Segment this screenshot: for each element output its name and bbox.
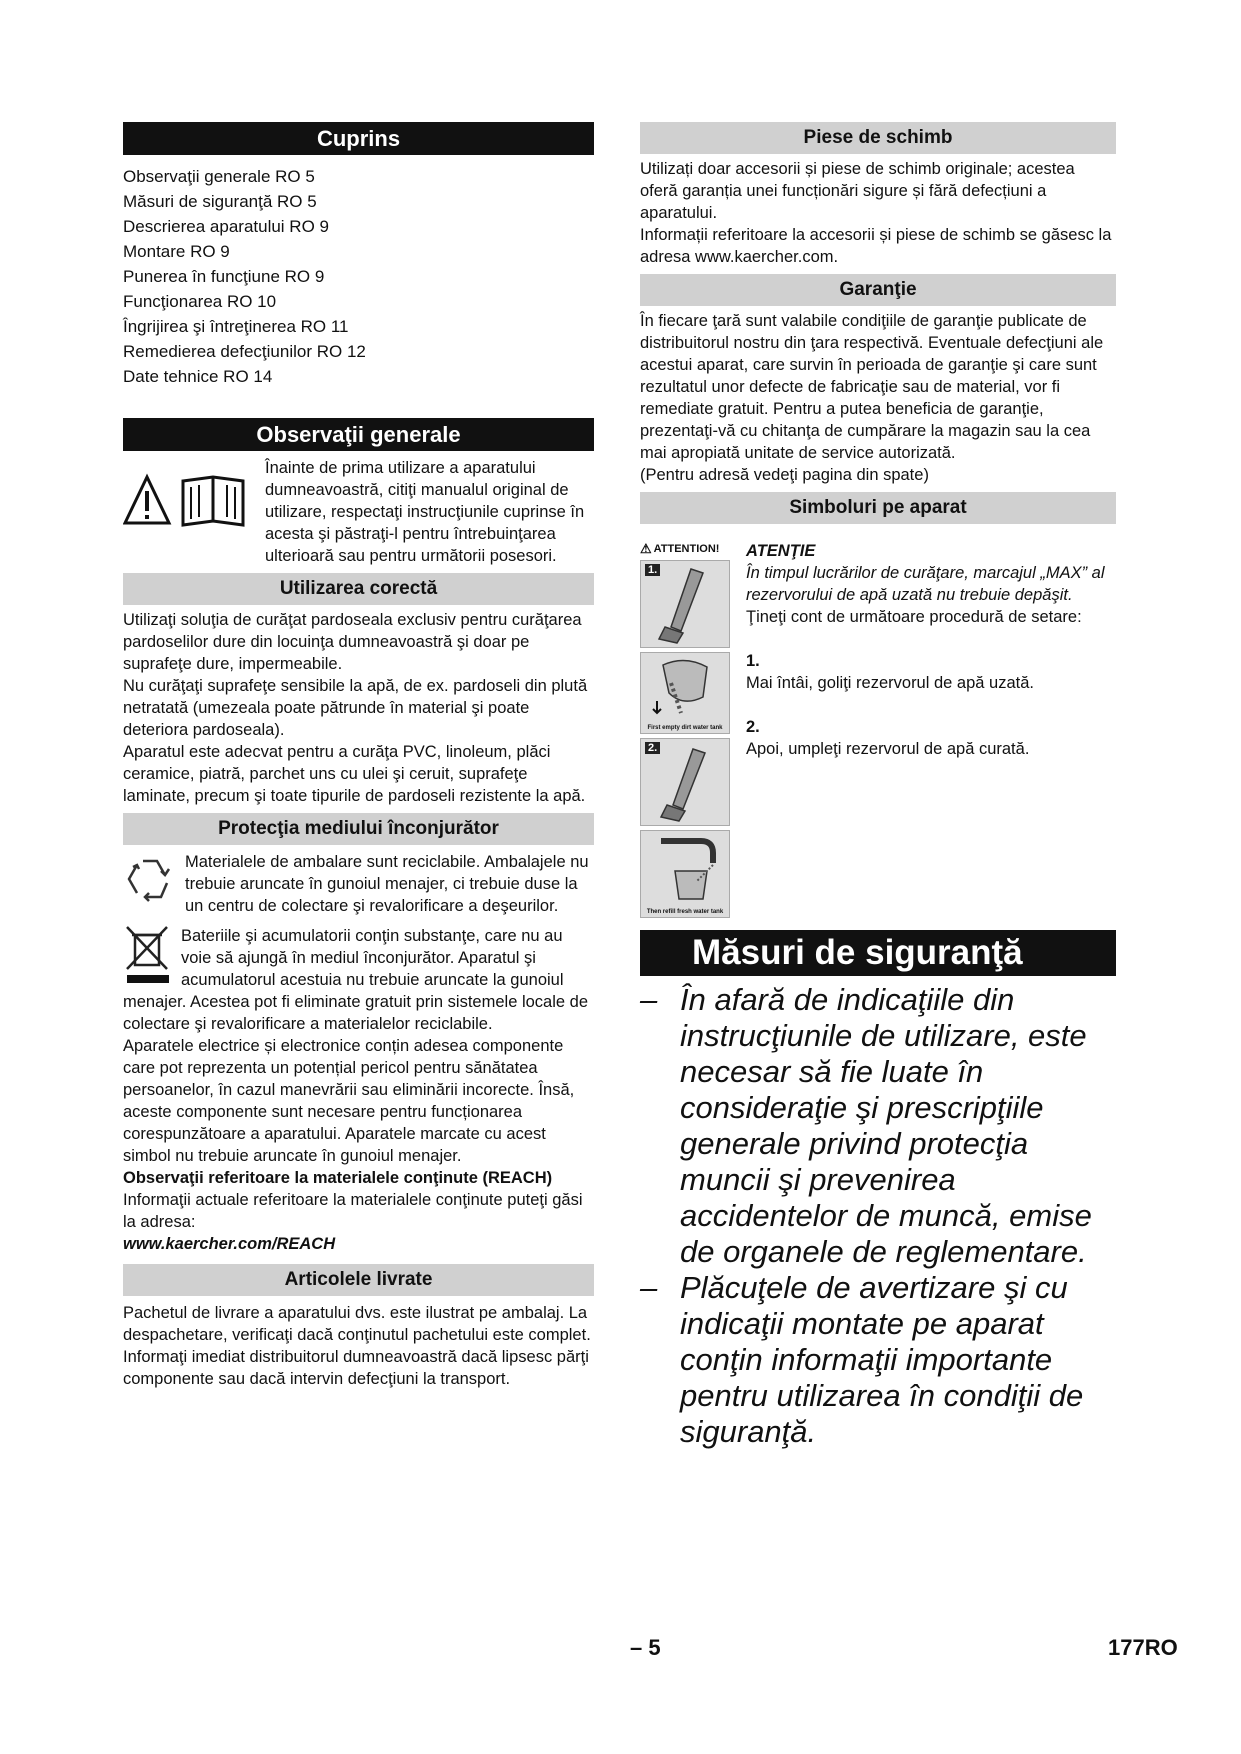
paragraph: Informaţi imediat distribuitorul dumneavoastră dacă lipsesc părţi componente sau dacă intervin defecţiuni la transport. <box>123 1348 589 1388</box>
page-number: – 5 <box>630 1635 661 1660</box>
toc-item[interactable]: Îngrijirea şi întreţinerea RO 11 <box>123 317 349 336</box>
table-of-contents <box>123 164 594 389</box>
delivery-heading: Articolele livrate <box>123 1264 594 1296</box>
warranty-text <box>640 310 1116 486</box>
list-dash: – <box>640 982 658 1017</box>
document-code: 177RO <box>1108 1635 1178 1660</box>
faucet-icon <box>641 831 729 903</box>
electronics-text: Aparatele electrice și electronice conțin adesea componente care pot reprezenta un potențial pericol pentru sănătatea persoanelor, în cazul manevrării sau eliminării incorecte. Însă, aceste componente sunt necesare pentru funcționarea corespunzătoare a aparatului. Aparatele marcate cu acest simbol nu trebuie aruncate în gunoiul menajer. <box>123 1037 575 1165</box>
toc-item[interactable]: Observaţii generale RO 5 <box>123 167 315 186</box>
left-column <box>123 122 594 1390</box>
image-caption: Then refill fresh water tank <box>646 909 724 915</box>
image-caption: First empty dirt water tank <box>647 725 723 731</box>
symbols-block <box>640 540 1116 918</box>
paragraph: Pachetul de livrare a aparatului dvs. este ilustrat pe ambalaj. La despachetare, verificaţi dacă conţinutul pachetului este complet. <box>123 1304 591 1344</box>
step1-text: Mai întâi, goliţi rezervorul de apă uzată. <box>746 674 1034 692</box>
crossed-out-bin-icon <box>123 925 173 985</box>
procedure-text: Ţineţi cont de următoare procedură de setare: <box>746 608 1082 626</box>
dirt-tank-icon <box>641 653 729 717</box>
general-block <box>123 457 594 567</box>
toc-item[interactable]: Montare RO 9 <box>123 242 230 261</box>
step-badge: 1. <box>645 564 660 576</box>
step2-text: Apoi, umpleţi rezervorul de apă curată. <box>746 740 1030 758</box>
reach-text: Informaţii actuale referitoare la materialele conţinute puteţi găsi la adresa: <box>123 1191 583 1231</box>
step-badge: 2. <box>645 742 660 754</box>
empty-tank-image <box>640 652 730 734</box>
general-text: Înainte de prima utilizare a aparatului dumneavoastră, citiţi manualul original de utilizare, respectaţi instrucţiunile cuprinse în acesta şi păstraţi-l pentru întrebuinţarea ulterioară sau pentru următorii posesori. <box>265 459 585 565</box>
safety-item <box>640 982 1116 1270</box>
spare-parts-heading: Piese de schimb <box>640 122 1116 154</box>
recycle-icon <box>123 853 177 905</box>
toc-item[interactable]: Remedierea defecţiunilor RO 12 <box>123 342 366 361</box>
paragraph: (Pentru adresă vedeţi pagina din spate) <box>640 466 929 484</box>
paragraph: Informații referitoare la accesorii și piese de schimb se găsesc la adresa www.kaercher.com. <box>640 226 1112 266</box>
warranty-heading: Garanţie <box>640 274 1116 306</box>
delivery-text <box>123 1302 594 1390</box>
battery-block <box>123 925 594 1035</box>
warning-triangle-icon <box>125 477 169 523</box>
general-icons <box>123 457 265 567</box>
general-heading: Observaţii generale <box>123 418 594 451</box>
paragraph: Utilizaţi soluţia de curăţat pardoseala exclusiv pentru curăţarea pardoselilor dure din locuinţa dumneavoastră şi doar pe suprafeţe dure, impermeabile. <box>123 611 582 673</box>
correct-use-heading: Utilizarea corectă <box>123 573 594 605</box>
list-dash: – <box>640 1270 658 1305</box>
step1-image <box>640 560 730 648</box>
toc-item[interactable]: Punerea în funcţiune RO 9 <box>123 267 325 286</box>
safety-item <box>640 1270 1116 1450</box>
toc-item[interactable]: Date tehnice RO 14 <box>123 367 273 386</box>
paragraph: Aparatul este adecvat pentru a curăţa PVC, linoleum, plăci ceramice, piatră, parchet uns cu ulei şi ceruit, suprafeţe laminate, precum şi toate tipurile de pardoseli rezistente la apă. <box>123 743 586 805</box>
symbols-images <box>640 540 742 918</box>
reach-link[interactable]: www.kaercher.com/REACH <box>123 1235 336 1253</box>
toc-heading: Cuprins <box>123 122 594 155</box>
manual-book-icon <box>183 477 243 525</box>
step1-number: 1. <box>746 652 760 670</box>
safety-list <box>640 982 1116 1450</box>
correct-use-text <box>123 609 594 807</box>
battery-text: Bateriile şi acumulatorii conţin substanţe, care nu au voie să ajungă în mediul înconjurător. Aparatul şi acumulatorul acestuia nu trebuie aruncate la gunoiul menajer. Acestea pot fi eliminate gratuit prin sistemele locale de colectare şi revalorificare a materialelor reciclabile. <box>123 927 588 1033</box>
warning-triangle-icon: ⚠ <box>640 541 652 556</box>
step2-image <box>640 738 730 826</box>
symbols-text <box>742 540 1116 918</box>
toc-item[interactable]: Funcţionarea RO 10 <box>123 292 277 311</box>
attention-text: ATTENTION! <box>653 543 720 555</box>
environment-heading: Protecţia mediului înconjurător <box>123 813 594 845</box>
safety-heading: Măsuri de siguranţă <box>640 930 1116 976</box>
safety-item-text: În afară de indicaţiile din instrucţiunile de utilizare, este necesar să fie luate în consideraţie şi prescripţiile generale privind protecţia muncii şi prevenirea accidentelor de muncă, emise de organele de reglementare. <box>680 982 1092 1269</box>
step2-number: 2. <box>746 718 760 736</box>
toc-item[interactable]: Descrierea aparatului RO 9 <box>123 217 329 236</box>
attention-label <box>640 540 742 558</box>
recycle-text: Materialele de ambalare sunt reciclabile. Ambalajele nu trebuie aruncate în gunoiul menajer, ci trebuie duse la un centru de colectare şi revalorificare a deşeurilor. <box>185 853 589 915</box>
spare-parts-text <box>640 158 1116 268</box>
paragraph: Utilizați doar accesorii și piese de schimb originale; acestea oferă garanția unei funcționări sigure și fără defecțiuni a aparatului. <box>640 160 1075 222</box>
right-column <box>640 122 1116 1450</box>
reach-title: Observaţii referitoare la materialele conţinute (REACH) <box>123 1169 553 1187</box>
warning-title: ATENŢIE <box>746 542 816 560</box>
recycle-block <box>123 851 594 917</box>
safety-item-text: Plăcuţele de avertizare şi cu indicaţii montate pe aparat conţin informaţii importante pentru utilizarea în condiţii de siguranţă. <box>680 1270 1084 1449</box>
paragraph: Nu curăţaţi suprafeţe sensibile la apă, de ex. pardoseli din plută netratată (umezeala poate pătrunde în material şi poate deteriora pardoseala). <box>123 677 588 739</box>
warning-text: În timpul lucrărilor de curăţare, marcajul „MAX” al rezervorului de apă uzată nu trebuie depăşit. <box>746 564 1105 604</box>
toc-item[interactable]: Măsuri de siguranţă RO 5 <box>123 192 317 211</box>
refill-tank-image <box>640 830 730 918</box>
symbols-heading: Simboluri pe aparat <box>640 492 1116 524</box>
paragraph: În fiecare ţară sunt valabile condiţiile de garanţie publicate de distribuitorul nostru din ţara respectivă. Eventuale defecţiuni ale acestui aparat, care survin în perioada de garanţie şi care sunt rezultatul unor defecte de fabricaţie sau de material, vor fi remediate gratuit. Pentru a putea beneficia de garanţie, prezentaţi-vă cu chitanţa de cumpărare la magazin sau la cea mai apropiată unitate de service autorizată. <box>640 312 1104 462</box>
